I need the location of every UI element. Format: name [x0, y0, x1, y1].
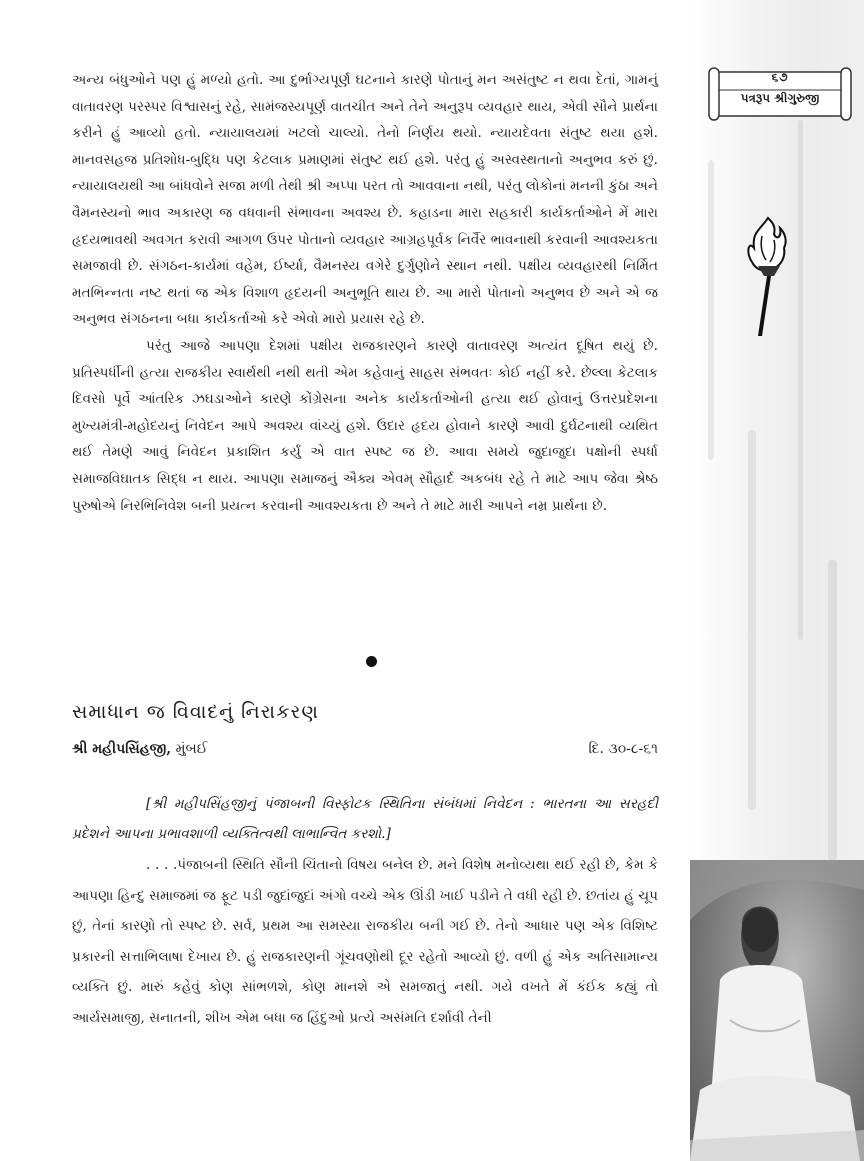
paragraph: . . . .પંજાબની સ્થિતિ સૌની ચિંતાનો વિષય બનેલ છે. મને વિશેષ મનોવ્યથા થઈ રહી છે, કેમ કે આપણા હિન્દુ સમાજમાં જ ફૂટ પડી જુદાંજુદાં અંગો વચ્ચે એક ઊંડી ખાઈ પડીને તે વધી રહી છે. છતાંય હું ચૂપ છું, તેનાં કારણો તો સ્પષ્ટ છે. સર્વ, પ્રથમ આ સમસ્યા રાજકીય બની ગઈ છે. તેનો આધાર પણ એક વિશિષ્ટ પ્રકારની સત્તાભિલાષા દેખાય છે. હું રાજકારણની ગૂંચવણોથી દૂર રહેતો આવ્યો છું. વળી હું એક અતિસામાન્ય વ્યક્તિ છું. મારું કહેવું કોણ સાંભળશે, કોણ માનશે એ સમજાતું નથી. ગયે વખતે મેં કંઈક કહ્યું તો આર્યસમાજી, સનાતની, શીખ એમ બધા જ હિંદુઓ પ્રત્યે અસંમતિ દર્શાવી તેની — [72, 857, 658, 1026]
paragraph: પરંતુ આજે આપણા દેશમાં પક્ષીય રાજકારણને કારણે વાતાવરણ અત્યંત દૂષિત થયું છે. પ્રતિસ્પર્ધીની હત્યા રાજકીય સ્વાર્થથી નથી થતી એમ કહેવાનું સાહસ સંભવતઃ કોઈ નહીં કરે. છેલ્લા કેટલાક દિવસો પૂર્વે આંતરિક ઝઘડાઓને કારણે કોંગ્રેસના અનેક કાર્યકર્તાઓની હત્યા થઈ હોવાનું ઉત્તરપ્રદેશના મુખ્યમંત્રી-મહોદયનું નિવેદન આપે અવશ્ય વાંચ્યું હશે. ઉદાર હૃદય હોવાને કારણે આવી દુર્ઘટનાથી વ્યથિત થઈ તેમણે આવું નિવેદન પ્રકાશિત કર્યું એ વાત સ્પષ્ટ જ છે. આવા સમયે જુદાજુદા પક્ષોની સ્પર્ધા સમાજવિઘાતક સિદ્ધ ન થાય. આપણા સમાજનું ઐક્ય એવમ્ સૌહાર્દ અકબંધ રહે તે માટે આપ જેવા શ્રેષ્ઠ પુરુષોએ નિરભિનિવેશ બની પ્રયત્ન કરવાની આવશ્યકતા છે અને તે માટે મારી આપને નમ્ર પ્રાર્થના છે. — [72, 337, 658, 514]
letter-author — [72, 741, 208, 757]
page-number: ૬૭ — [771, 70, 789, 84]
editorial-note: [શ્રી મહીપસિંહજીનું પંજાબની વિસ્ફોટક સ્થિતિના સંબંધમાં નિવેદન : ભારતના આ સરહદી પ્રદેશને આપના પ્રભાવશાળી વ્યક્તિત્વથી લાભાન્વિત કરશો.] — [72, 796, 658, 842]
page-header-scroll — [707, 66, 853, 122]
series-title: પત્રરૂપ શ્રીગુરુજી — [740, 91, 820, 105]
texture-streak — [748, 430, 756, 810]
body-text-top — [72, 67, 658, 519]
texture-streak — [708, 160, 714, 460]
body-text-bottom — [72, 850, 658, 1033]
flaming-torch-icon — [738, 210, 798, 340]
author-name: શ્રી મહીપસિંહજી, — [72, 741, 172, 757]
sage-silhouette — [690, 860, 864, 1161]
texture-streak — [798, 120, 803, 640]
letter-date: દિ. ૩૦-૮-૬૧ — [588, 741, 658, 757]
texture-streak — [828, 560, 837, 860]
paragraph: અન્ય બંધુઓને પણ હું મળ્યો હતો. આ દુર્ભાગ્યપૂર્ણ ઘટનાને કારણે પોતાનું મન અસંતુષ્ટ ન થવા દેતાં, ગામનું વાતાવરણ પરસ્પર વિશ્વાસનું રહે, સામંજસ્યપૂર્ણ વાતચીત અને તેને અનુરૂપ વ્યવહાર થાય, એવી સૌને પ્રાર્થના કરીને હું આવ્યો હતો. ન્યાયાલયમાં ખટલો ચાલ્યો. તેનો નિર્ણય થયો. ન્યાયદેવતા સંતુષ્ટ થયા હશે. માનવસહજ પ્રતિશોધ-બુદ્ધિ પણ કેટલાક પ્રમાણમાં સંતુષ્ટ થઈ હશે. પરંતુ હું અસ્વસ્થતાનો અનુભવ કરું છું. ન્યાયાલયથી આ બાંધવોને સજા મળી તેથી શ્રી અપ્પા પરત તો આવવાના નથી, પરંતુ લોકોનાં મનની કુંઠા અને વૈમનસ્યનો ભાવ અકારણ જ વધવાની સંભાવના અવશ્ય છે. કહાડના મારા સહકારી કાર્યકર્તાઓને મેં મારા હૃદયભાવથી અવગત કરાવી આગળ ઉપર પોતાનો વ્યવહાર આગ્રહપૂર્વક નિર્વૈર ભાવનાથી કરવાની આવશ્યકતા સમજાવી છે. સંગઠન-કાર્યમાં વહેમ, ઈર્ષ્યા, વૈમનસ્ય વગેરે દુર્ગુણોને સ્થાન નથી. પક્ષીય વ્યવહારથી નિર્મિત મતભિન્નતા નષ્ટ થતાં જ એક વિશાળ હૃદયની અનુભૂતિ થાય છે. આ મારો પોતાનો અનુભવ છે અને એ જ અનુભવ સંગઠનના બધા કાર્યકર્તાઓ કરે એવો મારો પ્રયાસ રહે છે. — [72, 72, 658, 328]
author-place: મુંબઈ — [175, 741, 208, 757]
seated-sage-photo — [690, 860, 864, 1161]
section-separator-bullet — [366, 656, 377, 667]
section-title: સમાધાન જ વિવાદનું નિરાકરણ — [72, 701, 319, 723]
